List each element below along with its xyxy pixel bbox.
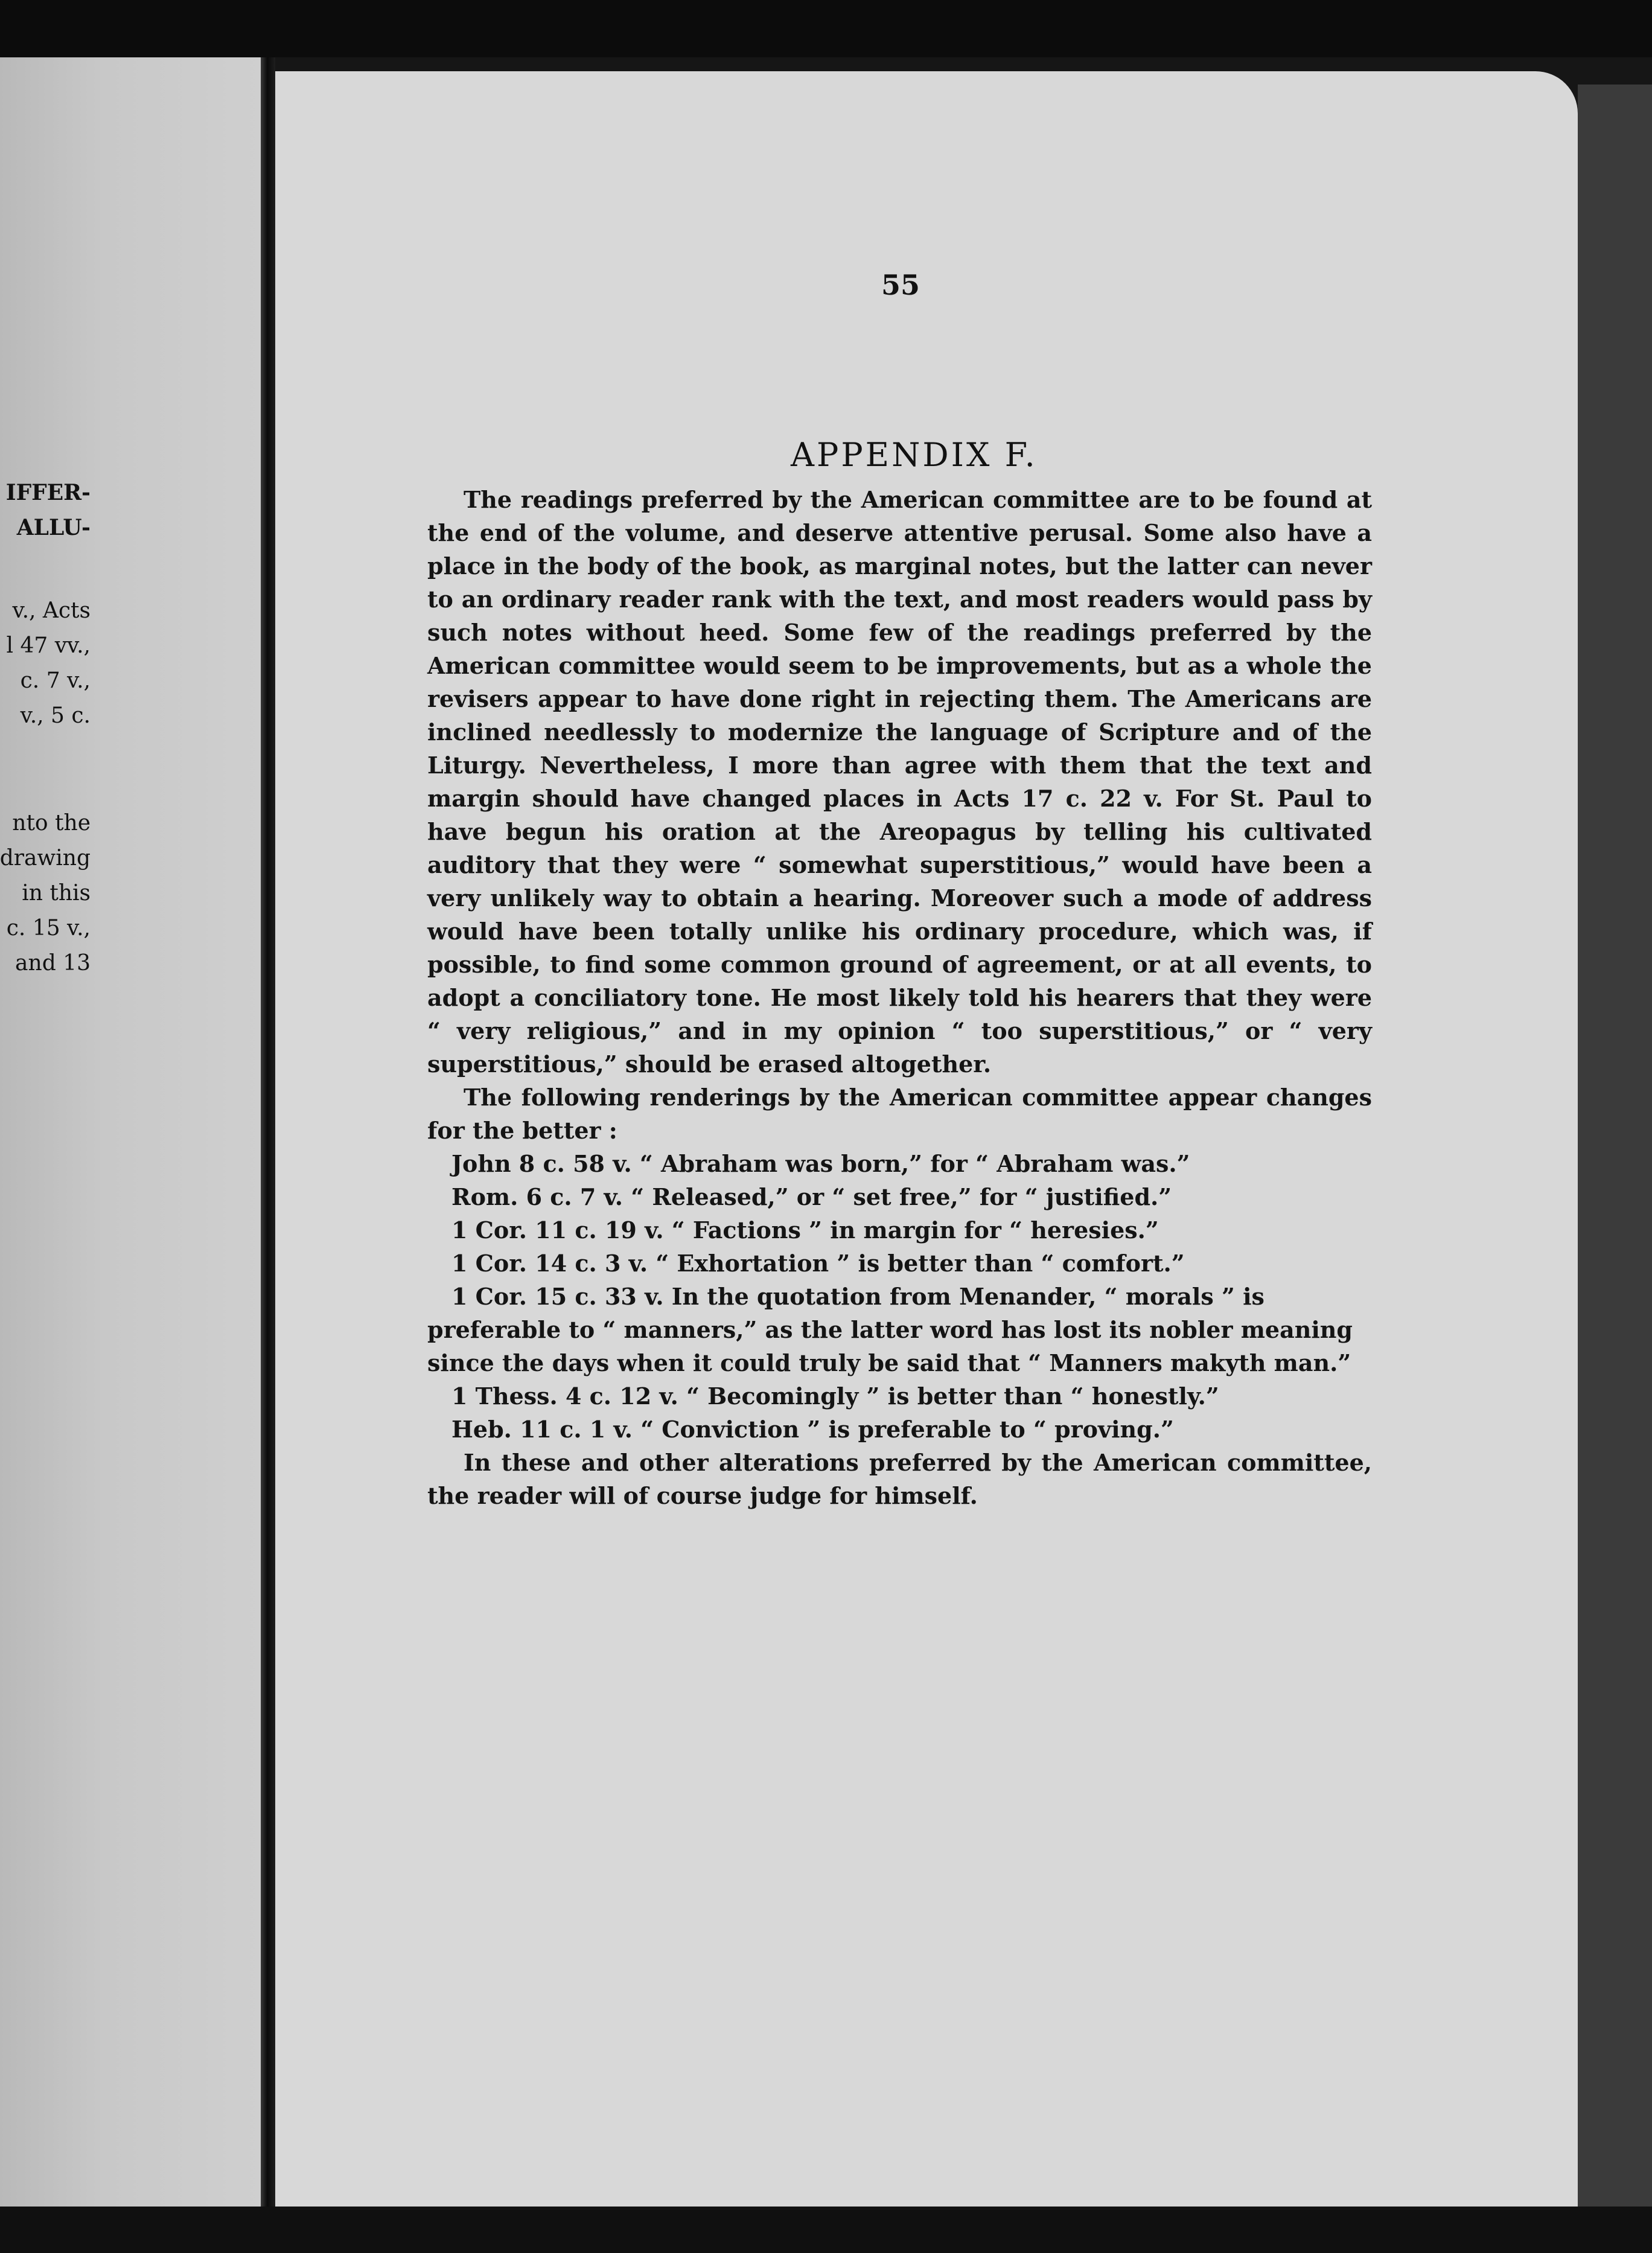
rendering-entry: 1 Cor. 11 c. 19 v. “ Factions ” in margin for “ heresies.”: [451, 1216, 1159, 1244]
facing-line: in this: [22, 881, 91, 906]
facing-page: [0, 57, 261, 2207]
rendering-entry: John 8 c. 58 v. “ Abraham was born,” for “ Abraham was.”: [451, 1150, 1190, 1177]
rendering-entry: 1 Thess. 4 c. 12 v. “ Becomingly ” is better than “ honestly.”: [451, 1382, 1219, 1410]
closing-paragraph: In these and other alterations preferred by the American committee, the reader will of course judge for himself.: [427, 1449, 1372, 1509]
facing-line: c. 7 v.,: [20, 668, 91, 693]
page-body: [427, 483, 1372, 1512]
page-title: APPENDIX F.: [791, 436, 1038, 474]
rendering-entry: 1 Cor. 15 c. 33 v. In the quotation from Menander, “ morals ” is preferable to “ manners,” as the latter word has lost its nobler meaning since the days when it could truly be said that “ Manners makyth man.”: [427, 1283, 1353, 1376]
rendering-entry: 1 Cor. 14 c. 3 v. “ Exhortation ” is better than “ comfort.”: [451, 1250, 1185, 1277]
book-gutter: [261, 57, 275, 2207]
paragraph: The readings preferred by the American committee are to be found at the end of the volume, and deserve attentive perusal. Some also have a place in the body of the book, as marginal notes, but the latter can never to an ordinary reader rank with the text, and most readers would pass by such notes without heed. Some few of the readings preferred by the American committee would seem to be improvements, but as a whole the revisers appear to have done right in rejecting them. The Americans are inclined needlessly to modernize the language of Scripture and of the Liturgy. Nevertheless, I more than agree with them that the text and margin should have changed places in Acts 17 c. 22 v. For St. Paul to have begun his oration at the Areopagus by telling his cultivated auditory that they were “ somewhat superstitious,” would have been a very unlikely way to obtain a hearing. Moreover such a mode of address would have been totally unlike his ordinary procedure, which was, if possible, to find some common ground of agreement, or at all events, to adopt a conciliatory tone. He most likely told his hearers that they were “ very religious,” and in my opinion “ too superstitious,” or “ very superstitious,” should be erased altogether.: [427, 486, 1372, 1078]
facing-line: v., 5 c.: [20, 703, 91, 728]
rendering-entry: Heb. 11 c. 1 v. “ Conviction ” is preferable to “ proving.”: [451, 1416, 1174, 1443]
facing-line: c. 15 v.,: [6, 916, 91, 941]
facing-line: l 47 vv.,: [6, 633, 91, 658]
facing-line: and 13: [15, 951, 91, 976]
facing-line: ALLU-: [16, 515, 91, 540]
facing-line: IFFER-: [5, 480, 91, 505]
page-number: 55: [881, 269, 920, 301]
scan-bottom-edge: [0, 2207, 1652, 2253]
facing-line: drawing: [0, 846, 91, 871]
rendering-entry: Rom. 6 c. 7 v. “ Released,” or “ set free,” for “ justified.”: [451, 1183, 1172, 1210]
facing-line: v., Acts: [12, 598, 91, 623]
scan-top-edge: [0, 0, 1652, 57]
facing-line: nto the: [12, 811, 91, 836]
paragraph: The following renderings by the American committee appear changes for the better :: [427, 1084, 1372, 1144]
scan-right-edge: [1578, 85, 1652, 2253]
